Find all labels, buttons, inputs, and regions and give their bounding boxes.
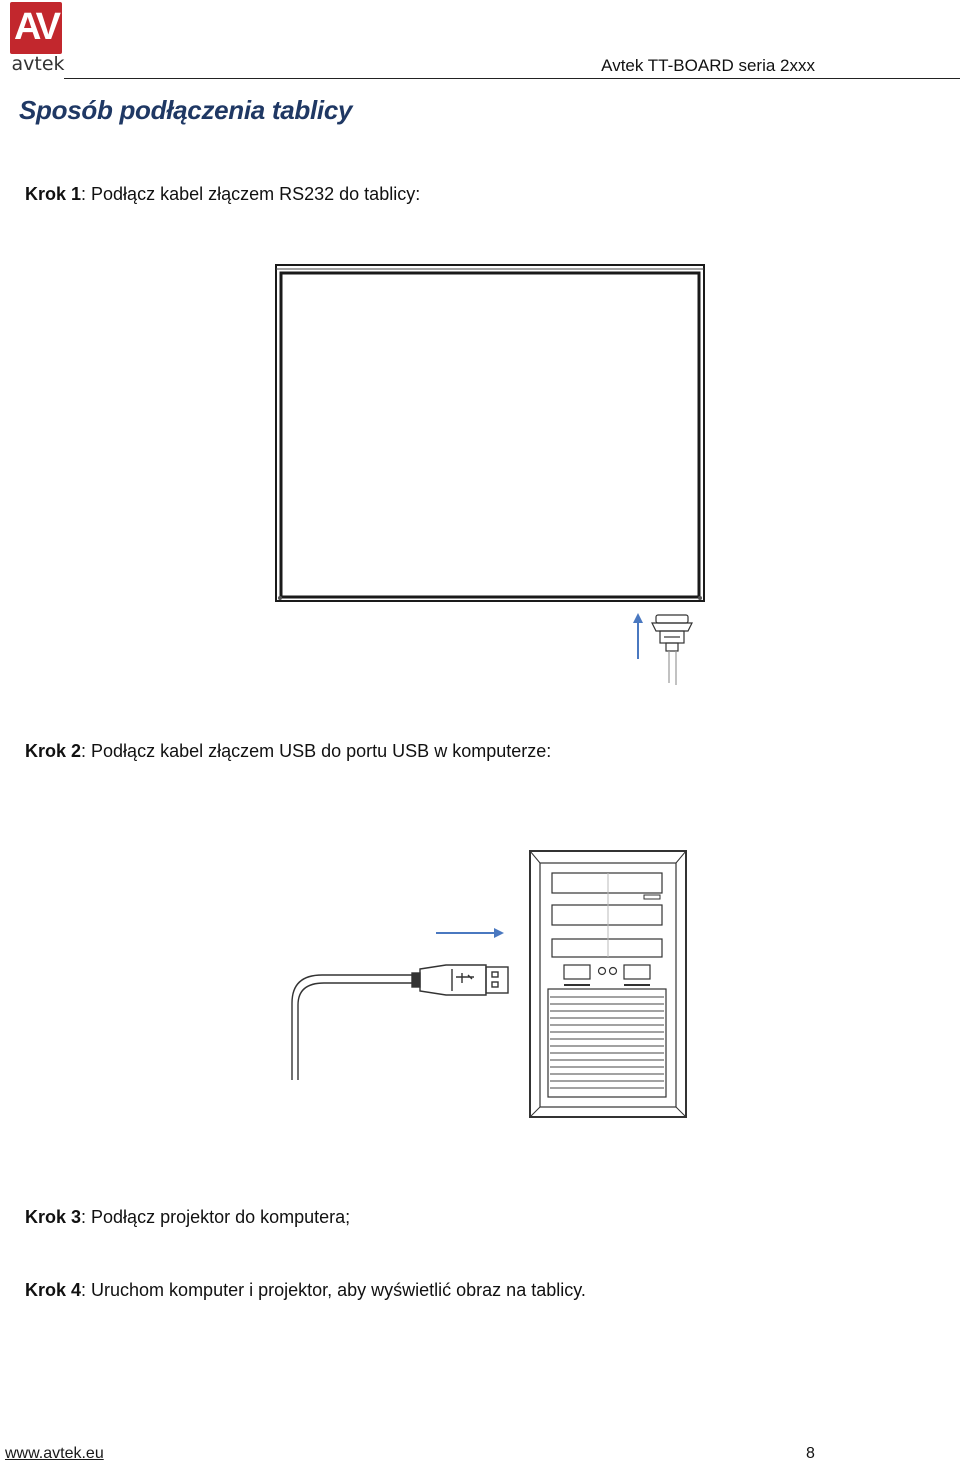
pc-vent-grille [550,997,664,1088]
step-2-text: : Podłącz kabel złączem USB do portu USB w komputerze: [81,741,552,761]
step-4-text: : Uruchom komputer i projektor, aby wyświetlić obraz na tablicy. [81,1280,586,1300]
avtek-logo [8,2,64,74]
whiteboard-illustration [276,265,704,601]
step-2-label: Krok 2 [25,741,82,761]
logo-mark: AV [14,6,58,48]
document-title: Avtek TT-BOARD seria 2xxx [601,56,815,75]
footer-website-link[interactable]: www.avtek.eu [5,1445,104,1462]
step-1-label: Krok 1 [25,184,82,204]
step-2 [25,741,551,762]
step-4-label: Krok 4 [25,1280,82,1300]
rs232-connector-icon [652,615,692,685]
step-3-text: : Podłącz projektor do komputera; [81,1207,351,1227]
right-arrow-icon [436,928,504,938]
step-3-label: Krok 3 [25,1207,82,1227]
step-4 [25,1280,586,1301]
page-title: Sposób podłączenia tablicy [19,95,353,125]
up-arrow-icon [633,613,643,659]
header-divider [64,78,960,79]
whiteboard-rs232-figure [0,255,960,695]
page-number: 8 [806,1445,815,1462]
usb-cable-icon [292,965,508,1080]
pc-tower-icon [530,851,686,1117]
usb-computer-figure [0,845,960,1135]
step-1-text: : Podłącz kabel złączem RS232 do tablicy: [81,184,421,204]
step-1 [25,184,420,205]
step-3 [25,1207,350,1228]
logo-wordmark: avtek [11,53,65,75]
